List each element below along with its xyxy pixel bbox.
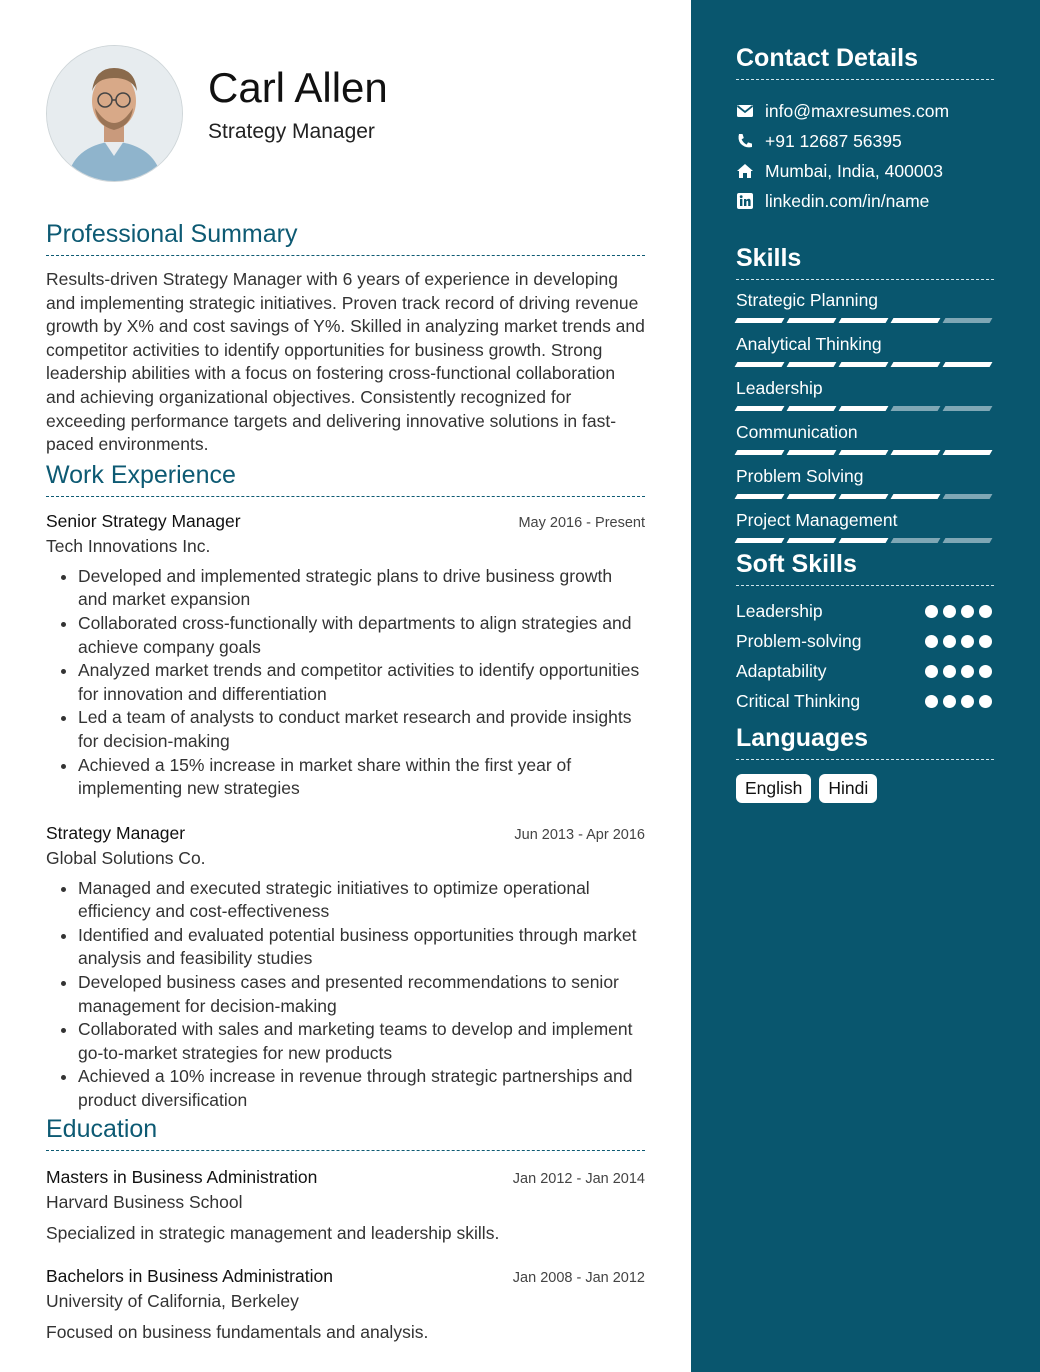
skill-level-segment [943, 406, 993, 411]
job-company: Global Solutions Co. [46, 847, 206, 868]
languages-section [736, 724, 994, 803]
skill-level-segment [787, 362, 837, 367]
profile-photo [46, 45, 183, 182]
education-section [46, 1115, 645, 1343]
skill-level-segment [787, 318, 837, 323]
bullet-item: • Developed business cases and presented recommendations to senior management for decision-making [78, 971, 645, 1018]
summary-section [46, 220, 645, 457]
languages-title: Languages [736, 724, 994, 760]
skill-name: Project Management [736, 510, 898, 530]
soft-skill-dot [979, 695, 992, 708]
skill-level-segment [787, 406, 837, 411]
skill-level-segment [891, 450, 941, 455]
soft-skill-name: Adaptability [736, 660, 827, 681]
job-entry [46, 511, 645, 801]
education-date: Jan 2008 - Jan 2012 [512, 1269, 645, 1286]
skill-level-segment [839, 450, 889, 455]
bullet-item: • Identified and evaluated potential business opportunities through market analysis and feasibility studies [78, 924, 645, 971]
soft-skills-title: Soft Skills [736, 550, 994, 586]
skill-level-segment [943, 362, 993, 367]
bullet-item: • Analyzed market trends and competitor activities to identify opportunities for innovation and differentiation [78, 659, 645, 706]
education-date: Jan 2012 - Jan 2014 [512, 1170, 645, 1187]
soft-skill-dots [925, 635, 994, 648]
skill-level-segment [943, 318, 993, 323]
summary-title: Professional Summary [46, 220, 645, 256]
bullet-item: • Managed and executed strategic initiatives to optimize operational efficiency and cost-effectiveness [78, 877, 645, 924]
skill-level-segment [735, 318, 785, 323]
soft-skill-dot [925, 695, 938, 708]
contact-linkedin[interactable] [736, 186, 994, 216]
skill-name: Analytical Thinking [736, 334, 882, 354]
soft-skill-row [736, 686, 994, 716]
education-description: Specialized in strategic management and leadership skills. [46, 1222, 500, 1243]
skill-level-bar [736, 538, 994, 543]
skill-level-segment [735, 450, 785, 455]
home-icon [736, 162, 754, 180]
education-entry [46, 1167, 645, 1244]
soft-skill-dot [961, 605, 974, 618]
soft-skill-dot [925, 605, 938, 618]
skill-level-segment [891, 494, 941, 499]
skill-level-segment [787, 450, 837, 455]
bullet-item: • Collaborated cross-functionally with departments to align strategies and achieve company goals [78, 612, 645, 659]
skill-level-bar [736, 494, 994, 499]
soft-skill-row [736, 656, 994, 686]
job-company: Tech Innovations Inc. [46, 535, 211, 556]
soft-skill-dot [925, 665, 938, 678]
address-text: Mumbai, India, 400003 [765, 160, 944, 181]
skills-title: Skills [736, 244, 994, 280]
soft-skill-dot [943, 605, 956, 618]
skill-level-segment [891, 318, 941, 323]
soft-skill-name: Critical Thinking [736, 690, 861, 711]
bullet-item: • Achieved a 10% increase in revenue through strategic partnerships and product diversification [78, 1065, 645, 1112]
skill-level-segment [735, 538, 785, 543]
contact-phone[interactable] [736, 126, 994, 156]
soft-skill-dots [925, 605, 994, 618]
degree-title: Bachelors in Business Administration [46, 1265, 333, 1286]
soft-skill-dot [943, 665, 956, 678]
soft-skill-dot [925, 635, 938, 648]
job-date: Jun 2013 - Apr 2016 [514, 826, 645, 843]
skill-name: Communication [736, 422, 858, 442]
soft-skill-name: Problem-solving [736, 630, 862, 651]
envelope-icon [736, 102, 754, 120]
skill-level-segment [735, 362, 785, 367]
linkedin-icon [736, 192, 754, 210]
contact-title: Contact Details [736, 44, 994, 80]
skill-name: Problem Solving [736, 466, 864, 486]
bullet-item: • Achieved a 15% increase in market share within the first year of implementing new strategies [78, 754, 645, 801]
degree-title: Masters in Business Administration [46, 1166, 318, 1187]
soft-skill-dot [961, 665, 974, 678]
soft-skill-row [736, 596, 994, 626]
linkedin-text: linkedin.com/in/name [765, 190, 930, 211]
experience-title: Work Experience [46, 461, 645, 497]
soft-skill-dot [961, 635, 974, 648]
skills-section [736, 244, 994, 543]
soft-skill-dot [943, 695, 956, 708]
job-entry [46, 823, 645, 1113]
skill-level-segment [891, 362, 941, 367]
contact-section [736, 44, 994, 216]
education-title: Education [46, 1115, 645, 1151]
candidate-name: Carl Allen [208, 64, 388, 111]
email-text: info@maxresumes.com [765, 100, 950, 121]
education-description: Focused on business fundamentals and analysis. [46, 1321, 429, 1342]
phone-icon [736, 132, 754, 150]
skill-level-bar [736, 450, 994, 455]
skill-name: Strategic Planning [736, 290, 879, 310]
skill-level-segment [943, 538, 993, 543]
school-name: University of California, Berkeley [46, 1290, 299, 1311]
skill-level-segment [839, 538, 889, 543]
soft-skill-dot [979, 635, 992, 648]
soft-skill-dots [925, 695, 994, 708]
bullet-item: • Developed and implemented strategic plans to drive business growth and market expansion [78, 565, 645, 612]
education-entry [46, 1266, 645, 1343]
skill-level-bar [736, 318, 994, 323]
language-tag: English [736, 774, 811, 803]
skill-level-segment [943, 450, 993, 455]
phone-text: +91 12687 56395 [765, 130, 902, 151]
skill-level-segment [735, 406, 785, 411]
job-title: Strategy Manager [46, 822, 186, 843]
soft-skill-row [736, 626, 994, 656]
soft-skills-section [736, 550, 994, 716]
job-date: May 2016 - Present [518, 514, 645, 531]
soft-skill-dot [961, 695, 974, 708]
job-bullets [46, 565, 645, 801]
experience-section [46, 461, 645, 1113]
job-title: Senior Strategy Manager [46, 510, 241, 531]
language-tag: Hindi [819, 774, 877, 803]
soft-skill-dots [925, 665, 994, 678]
bullet-item: • Led a team of analysts to conduct market research and provide insights for decision-making [78, 706, 645, 753]
skill-level-bar [736, 362, 994, 367]
soft-skill-dot [979, 665, 992, 678]
sidebar [691, 0, 1040, 1372]
skill-level-segment [787, 538, 837, 543]
skill-name: Leadership [736, 378, 823, 398]
contact-address [736, 156, 994, 186]
school-name: Harvard Business School [46, 1191, 243, 1212]
skill-level-bar [736, 406, 994, 411]
summary-text: Results-driven Strategy Manager with 6 years of experience in developing and implementing strategic initiatives. Proven track record of driving revenue growth by X% and cost savings of Y%. Skilled in analyzing market trends and competitor activities to identify opportunities for business growth. Strong leadership abilities with a focus on fostering cross-functional collaboration and achieving organizational objectives. Consistently recognized for exceeding performance targets and delivering innovative solutions in fast-paced environments. [46, 269, 645, 455]
skill-level-segment [891, 406, 941, 411]
bullet-item: • Collaborated with sales and marketing teams to develop and implement go-to-market strategies for new products [78, 1018, 645, 1065]
skill-level-segment [839, 494, 889, 499]
candidate-role: Strategy Manager [208, 120, 375, 143]
skill-level-segment [839, 406, 889, 411]
soft-skill-name: Leadership [736, 600, 823, 621]
contact-email[interactable] [736, 96, 994, 126]
soft-skill-dot [943, 635, 956, 648]
skill-level-segment [787, 494, 837, 499]
soft-skill-dot [979, 605, 992, 618]
skill-level-segment [735, 494, 785, 499]
skill-level-segment [943, 494, 993, 499]
job-bullets [46, 877, 645, 1113]
skill-level-segment [839, 318, 889, 323]
skill-level-segment [839, 362, 889, 367]
skill-level-segment [891, 538, 941, 543]
resume-header [46, 0, 645, 188]
